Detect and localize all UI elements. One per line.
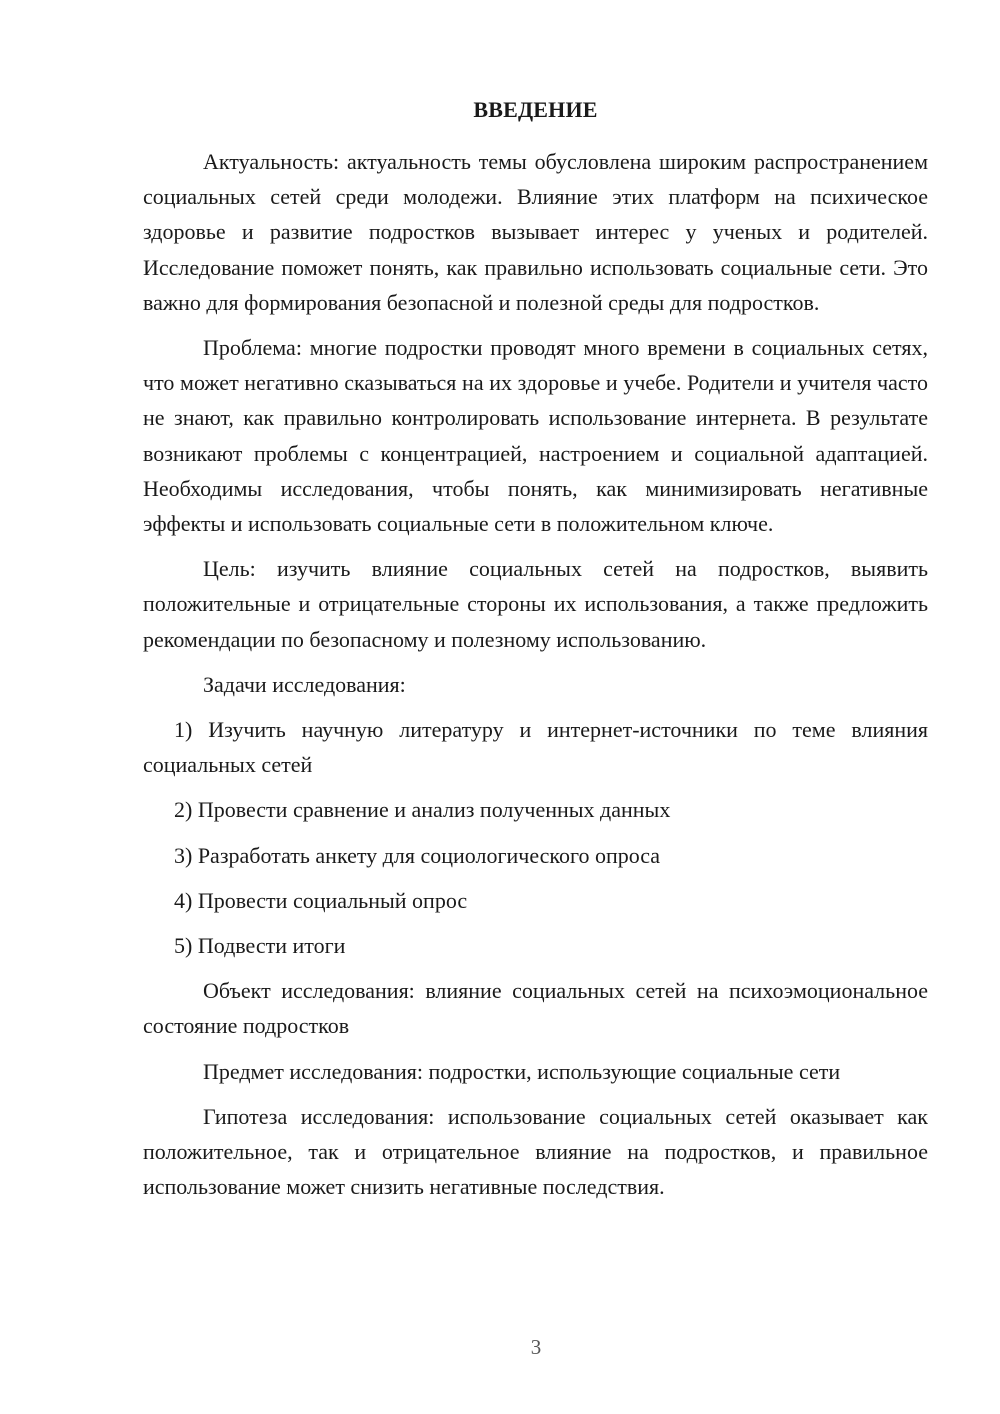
- list-item: 4) Провести социальный опрос: [174, 887, 468, 913]
- relevance-paragraph: Актуальность: актуальность темы обусловлена широким распространением социальных сетей среди молодежи. Влияние этих платформ на психическое здоровье и развитие подростков вызывает интерес у ученых и родителей. Исследование поможет понять, как правильно использовать социальные сети. Это важно для формирования безопасной и полезной среды для подростков.: [143, 149, 928, 315]
- subject-paragraph: Предмет исследования: подростки, использующие социальные сети: [203, 1058, 841, 1084]
- list-item: 2) Провести сравнение и анализ полученных данных: [174, 797, 671, 823]
- document-page: [143, 92, 928, 1204]
- object-paragraph: Объект исследования: влияние социальных сетей на психоэмоциональное состояние подростков: [143, 978, 928, 1039]
- goal-paragraph: Цель: изучить влияние социальных сетей на подростков, выявить положительные и отрицательные стороны их использования, а также предложить рекомендации по безопасному и полезному использованию.: [143, 556, 928, 652]
- tasks-heading: Задачи исследования:: [203, 671, 406, 697]
- page-title: ВВЕДЕНИЕ: [473, 97, 598, 122]
- hypothesis-paragraph: Гипотеза исследования: использование социальных сетей оказывает как положительное, так и отрицательное влияние на подростков, и правильное использование может снизить негативные последствия.: [143, 1103, 928, 1200]
- page-number: 3: [530, 1335, 542, 1359]
- list-item: 3) Разработать анкету для социологического опроса: [174, 842, 661, 868]
- list-item: 5) Подвести итоги: [174, 933, 346, 959]
- tasks-list: [143, 712, 928, 963]
- problem-paragraph: Проблема: многие подростки проводят много времени в социальных сетях, что может негативно сказываться на их здоровье и учебе. Родители и учителя часто не знают, как правильно контролировать использование интернета. В результате возникают проблемы с концентрацией, настроением и социальной адаптацией. Необходимы исследования, чтобы понять, как минимизировать негативные эффекты и использовать социальные сети в положительном ключе.: [143, 335, 928, 537]
- list-item: 1) Изучить научную литературу и интернет-источники по теме влияния социальных сетей: [143, 717, 928, 778]
